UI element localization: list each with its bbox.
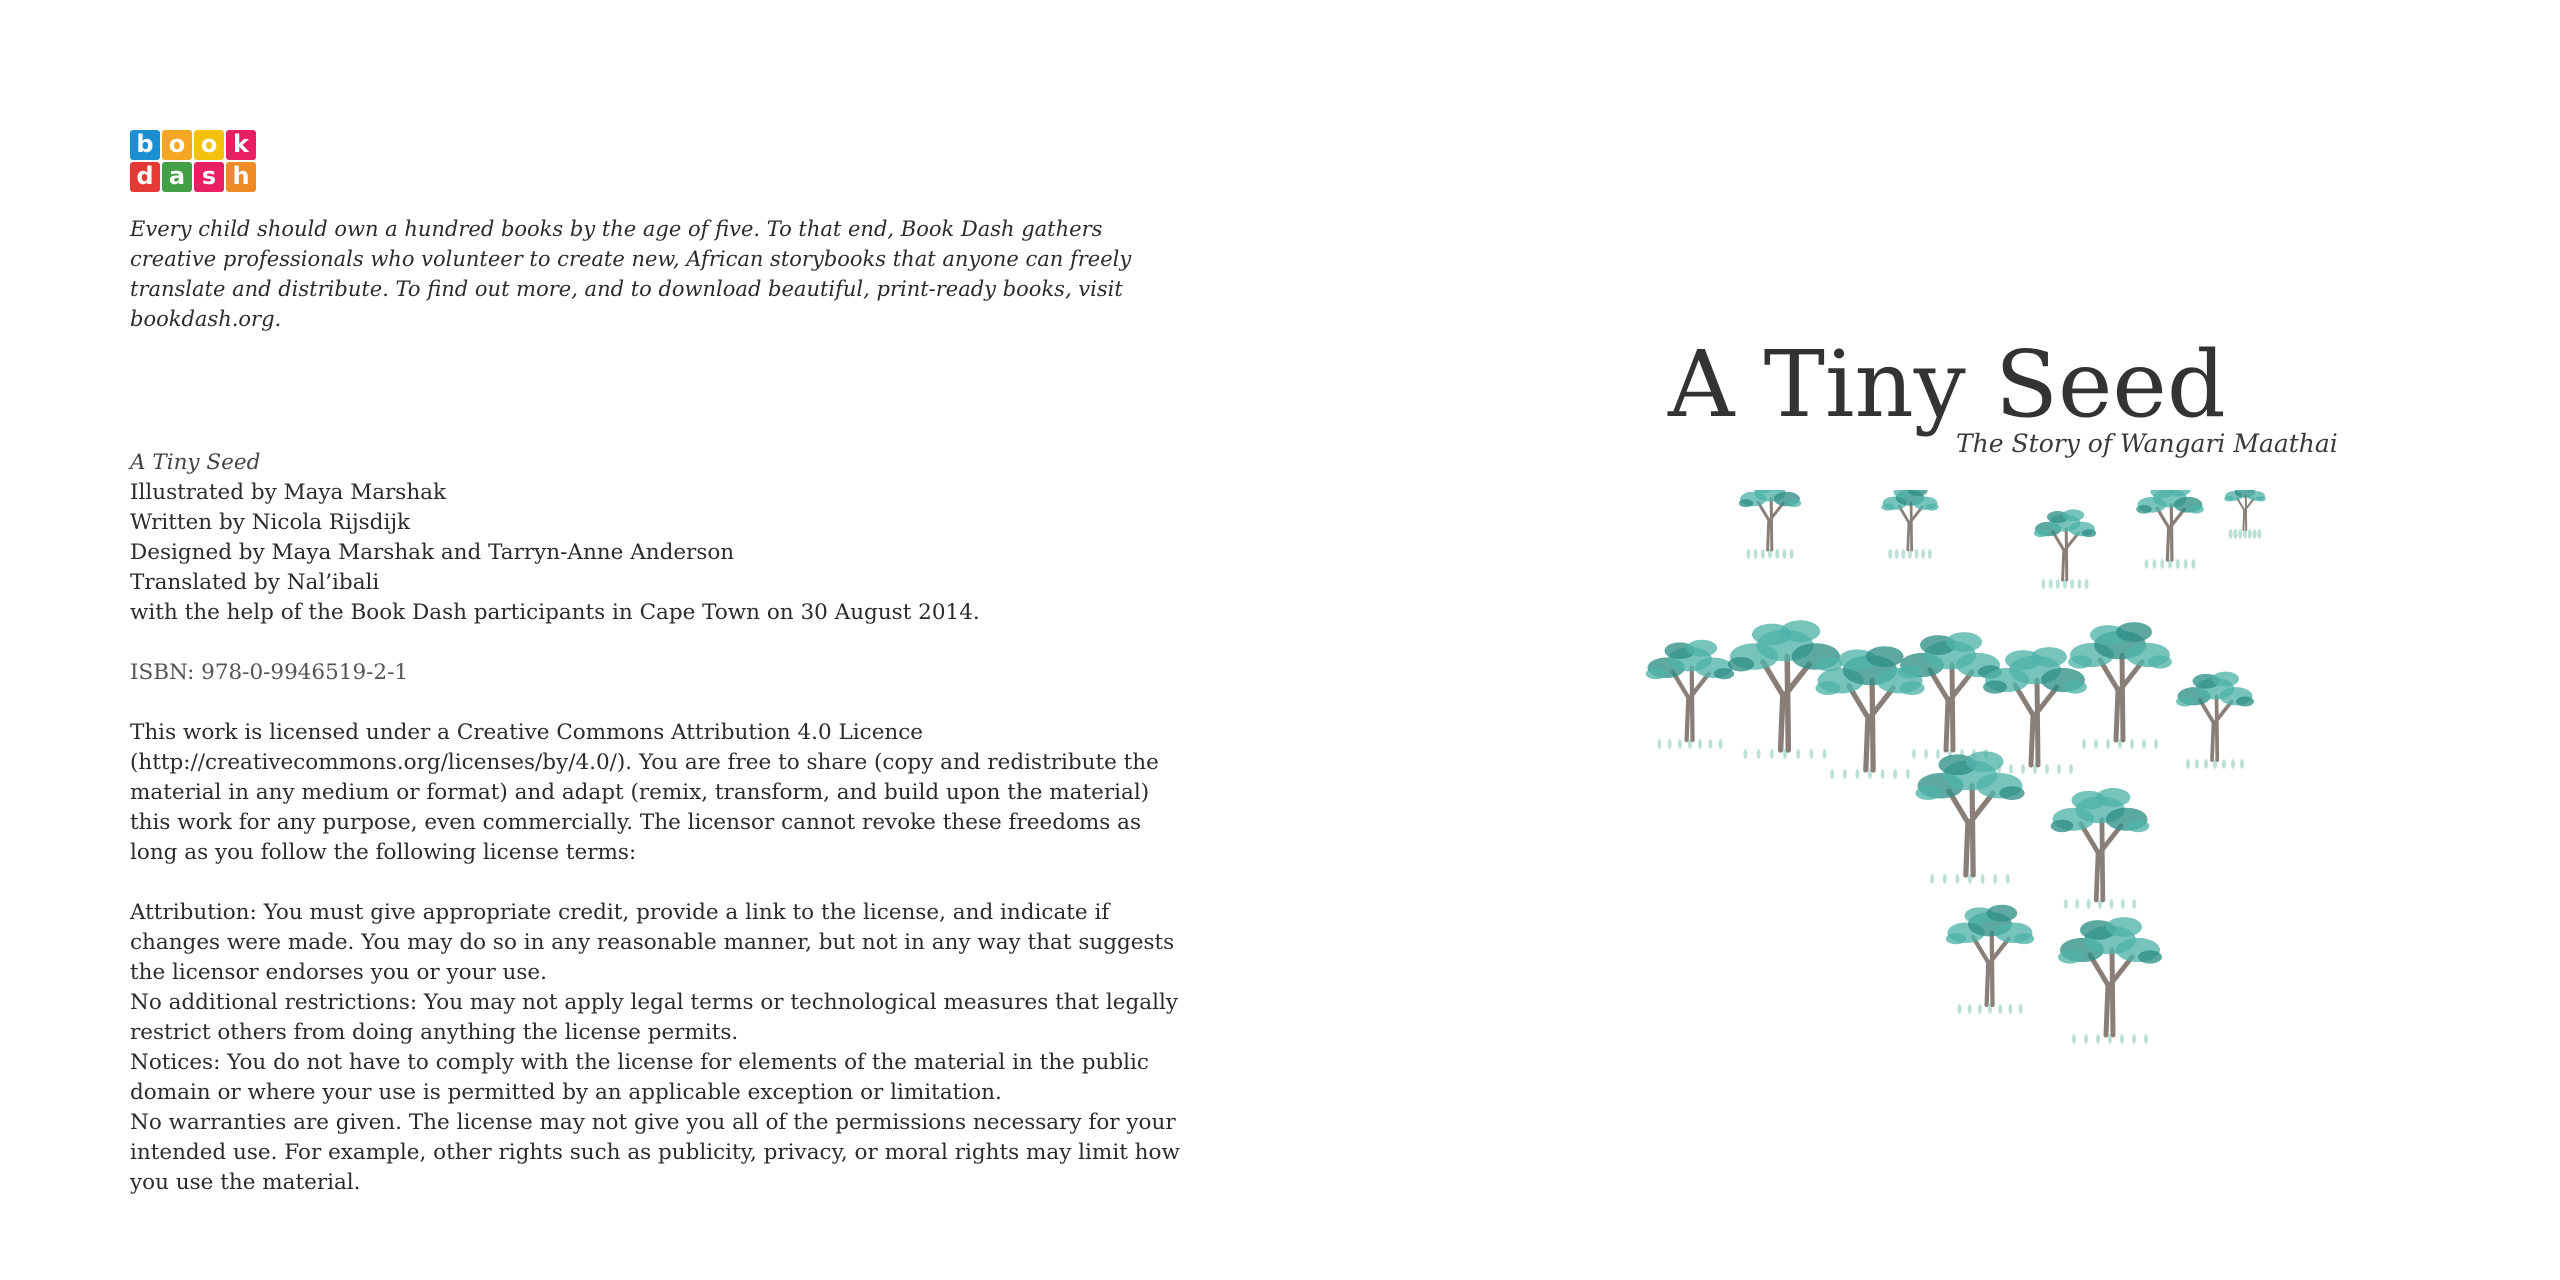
tree-icon xyxy=(1898,632,2002,759)
credits-translator: Translated by Nal’ibali xyxy=(130,570,380,595)
logo-letter-o1: o xyxy=(162,130,192,160)
credits-designer: Designed by Maya Marshak and Tarryn-Anne Anderson xyxy=(130,540,735,565)
logo-letter-a: a xyxy=(162,162,192,192)
tree-icon xyxy=(1946,905,2034,1014)
book-dash-logo xyxy=(130,130,258,194)
license-intro: This work is licensed under a Creative Commons Attribution 4.0 Licence (http://creativecommons.org/licenses/by/4.0/). You are free to share (copy and redistribute the material in any medium or format) and adapt (remix, transform, and build upon the material) this work for any purpose, even commercially. The licensor cannot revoke these freedoms as long as you follow the following license terms: xyxy=(130,720,1159,865)
logo-letter-o2: o xyxy=(194,130,224,160)
mission-statement: Every child should own a hundred books by the age of five. To that end, Book Dash gathers creative professionals who volunteer to create new, African storybooks that anyone can freely translate and distribute. To find out more, and to download beautiful, print-ready books, visit bookdash.org. xyxy=(130,217,1132,331)
license-no-warranties: No warranties are given. The license may not give you all of the permissions necessary for your intended use. For example, other rights such as publicity, privacy, or moral rights may limit how you use the material. xyxy=(130,1110,1180,1195)
credits-writer: Written by Nicola Rijsdijk xyxy=(130,510,411,535)
credits-block xyxy=(130,448,1190,1198)
tree-icon xyxy=(1881,490,1938,559)
tree-icon xyxy=(2224,490,2266,539)
tree-icon xyxy=(2136,490,2204,569)
logo-letter-h: h xyxy=(226,162,256,192)
credits-book-title: A Tiny Seed xyxy=(130,450,261,475)
logo-letter-d: d xyxy=(130,162,160,192)
logo-letter-k: k xyxy=(226,130,256,160)
tree-icon xyxy=(1915,751,2024,884)
credits-illustrator: Illustrated by Maya Marshak xyxy=(130,480,447,505)
cover-title: A Tiny Seed xyxy=(1668,331,2226,438)
tree-icon xyxy=(1646,640,1734,749)
tree-icon xyxy=(1739,490,1801,559)
cover-subtitle: The Story of Wangari Maathai xyxy=(1956,429,2338,458)
license-no-restrictions: No additional restrictions: You may not apply legal terms or technological measures that legally restrict others from doing anything the license permits. xyxy=(130,990,1178,1045)
credits-help: with the help of the Book Dash participants in Cape Town on 30 August 2014. xyxy=(130,600,980,625)
tree-icon xyxy=(2176,672,2254,769)
tree-icon xyxy=(2051,788,2150,909)
license-attribution: Attribution: You must give appropriate credit, provide a link to the license, and indicate if changes were made. You may do so in any reasonable manner, but not in any way that suggests the licensor endorses you or your use. xyxy=(130,900,1175,985)
tree-icon xyxy=(2034,509,2096,589)
logo-letter-b: b xyxy=(130,130,160,160)
logo-letter-s: s xyxy=(194,162,224,192)
license-notices: Notices: You do not have to comply with the license for elements of the material in the public domain or where your use is permitted by an applicable exception or limitation. xyxy=(130,1050,1149,1105)
isbn: ISBN: 978-0-9946519-2-1 xyxy=(130,660,409,685)
tree-icon xyxy=(2058,917,2162,1044)
tree-illustration xyxy=(1580,490,2280,1050)
